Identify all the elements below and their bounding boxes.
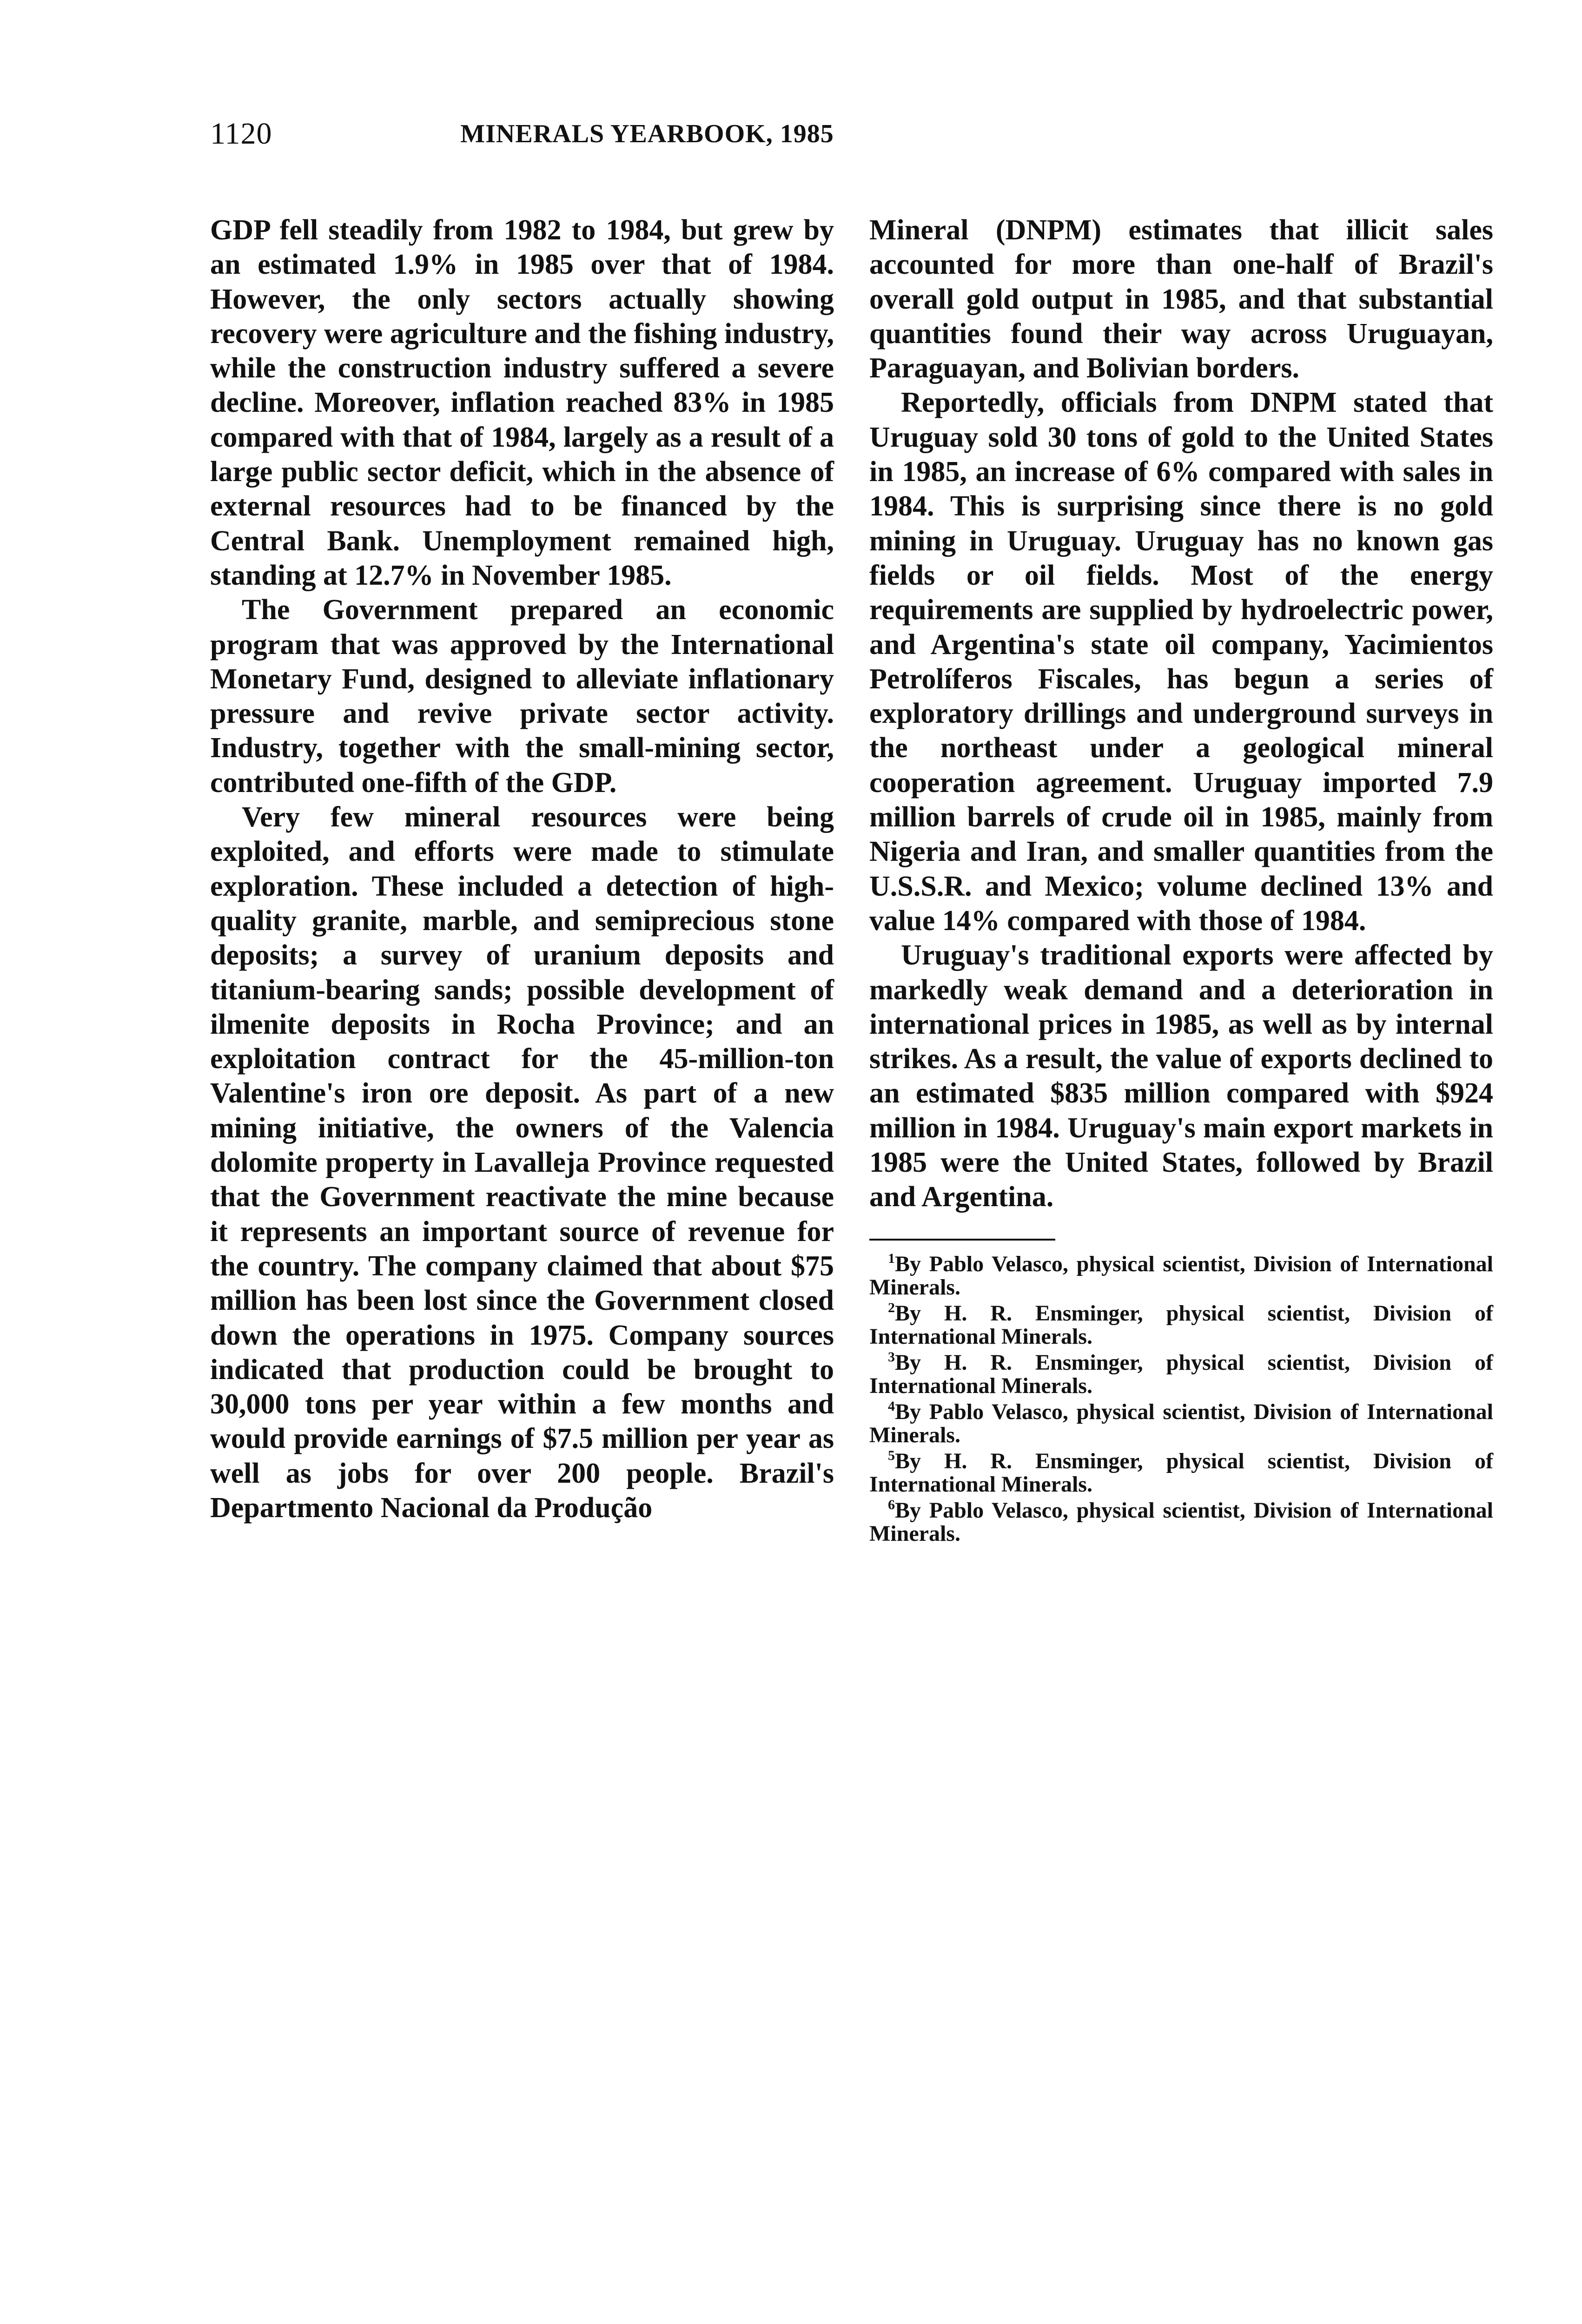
footnotes [869, 1250, 1493, 1546]
paragraph: Mineral (DNPM) estimates that illicit sales accounted for more than one-half of Brazil's overall gold output in 1985, and that substantial quantities found their way across Uruguayan, Paraguayan, and Bolivian borders. [869, 214, 1493, 384]
footnote-text: By H. R. Ensminger, physical scientist, Division of International Minerals. [869, 1350, 1493, 1398]
footnote-mark: 6 [888, 1497, 895, 1512]
footnote-text: By Pablo Velasco, physical scientist, Division of International Minerals. [869, 1399, 1493, 1447]
paragraph: The Government prepared an economic program that was approved by the International Monetary Fund, designed to alleviate inflationary pressure and revive private sector activity. Industry, together with the small-mining sector, contributed one-fifth of the GDP. [210, 594, 834, 799]
footnote [869, 1400, 1493, 1447]
right-column [869, 213, 1493, 1548]
footnote-text: By H. R. Ensminger, physical scientist, Division of International Minerals. [869, 1301, 1493, 1349]
footnote-mark: 5 [888, 1447, 895, 1463]
page-number: 1120 [210, 117, 272, 151]
paragraph: Very few mineral resources were being exploited, and efforts were made to stimulate exploration. These included a detection of high-quality granite, marble, and semiprecious stone deposits; a survey of uranium deposits and titanium-bearing sands; possible development of ilmenite deposits in Rocha Province; and an exploitation contract for the 45-million-ton Valentine's iron ore deposit. As part of a new mining initiative, the owners of the Valencia dolomite property in Lavalleja Province requested that the Government reactivate the mine because it represents an important source of revenue for the country. The company claimed that about $75 million has been lost since the Government closed down the operations in 1975. Company sources indicated that production could be brought to 30,000 tons per year within a few months and would provide earnings of $7.5 million per year as well as jobs for over 200 people. Brazil's Departmento Nacional da Produção [210, 801, 834, 1524]
paragraph: Uruguay's traditional exports were affected by markedly weak demand and a deterioration in international prices in 1985, as well as by internal strikes. As a result, the value of exports declined to an estimated $835 million compared with $924 million in 1984. Uruguay's main export markets in 1985 were the United States, followed by Brazil and Argentina. [869, 939, 1493, 1213]
running-head: MINERALS YEARBOOK, 1985 [460, 119, 834, 148]
footnote-text: By Pablo Velasco, physical scientist, Division of International Minerals. [869, 1251, 1493, 1300]
footnote-mark: 4 [888, 1398, 895, 1414]
paragraph: Reportedly, officials from DNPM stated that Uruguay sold 30 tons of gold to the United States in 1985, an increase of 6% compared with sales in 1984. This is surprising since there is no gold mining in Uruguay. Uruguay has no known gas fields or oil fields. Most of the energy requirements are supplied by hydroelectric power, and Argentina's state oil company, Yacimientos Petrolíferos Fiscales, has begun a series of exploratory drillings and underground surveys in the northeast under a geological mineral cooperation agreement. Uruguay imported 7.9 million barrels of crude oil in 1985, mainly from Nigeria and Iran, and smaller quantities from the U.S.S.R. and Mexico; volume declined 13% and value 14% compared with those of 1984. [869, 387, 1493, 937]
footnote [869, 1302, 1493, 1348]
page-header [210, 116, 1084, 153]
footnote [869, 1250, 1493, 1300]
footnote-text: By Pablo Velasco, physical scientist, Division of International Minerals. [869, 1498, 1493, 1546]
footnote-divider [869, 1239, 1055, 1241]
paragraph: GDP fell steadily from 1982 to 1984, but grew by an estimated 1.9% in 1985 over that of 1984. However, the only sectors actually showing recovery were agriculture and the fishing industry, while the construction industry suffered a severe decline. Moreover, inflation reached 83% in 1985 compared with that of 1984, largely as a result of a large public sector deficit, which in the absence of external resources had to be financed by the Central Bank. Unemployment remained high, standing at 12.7% in November 1985. [210, 214, 834, 591]
footnote [869, 1447, 1493, 1497]
footnote-text: By H. R. Ensminger, physical scientist, Division of International Minerals. [869, 1448, 1493, 1497]
footnote-mark: 1 [888, 1250, 895, 1266]
footnote-mark: 2 [888, 1300, 895, 1315]
footnote [869, 1499, 1493, 1545]
footnote-mark: 3 [888, 1349, 895, 1365]
left-column [210, 213, 834, 1525]
footnote [869, 1351, 1493, 1398]
